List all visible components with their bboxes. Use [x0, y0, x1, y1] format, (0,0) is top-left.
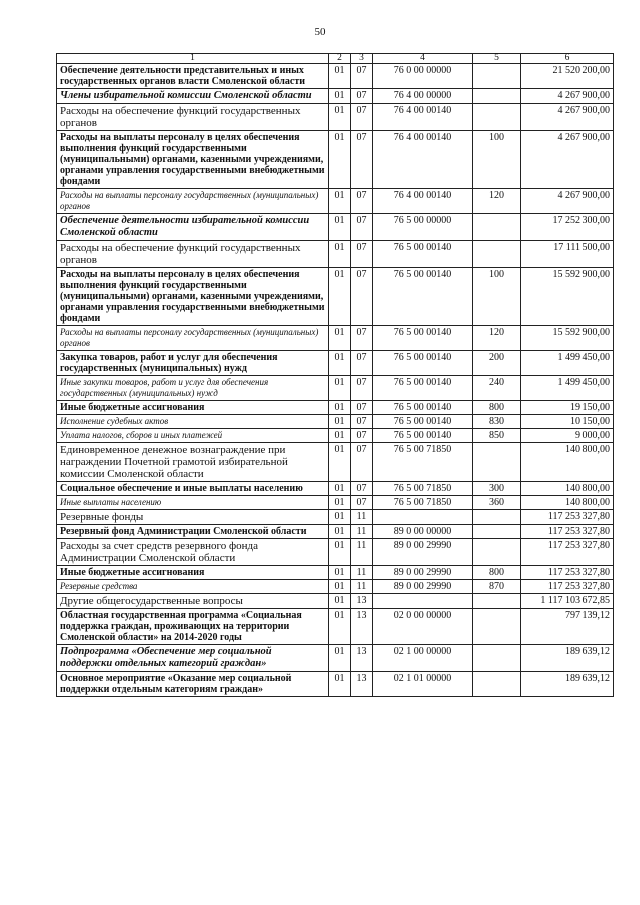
row-section-cell: 01 — [329, 268, 351, 326]
row-amount-cell: 140 800,00 — [521, 443, 614, 482]
row-expense-type-cell: 100 — [473, 268, 521, 326]
row-section-cell: 01 — [329, 351, 351, 376]
row-subsection-cell: 07 — [351, 496, 373, 510]
row-subsection-cell: 11 — [351, 539, 373, 566]
row-section-cell: 01 — [329, 443, 351, 482]
row-expense-type-cell: 800 — [473, 566, 521, 580]
row-target-code-cell: 89 0 00 29990 — [373, 566, 473, 580]
row-name-cell: Расходы на выплаты персоналу в целях обеспечения выполнения функций государственными (муниципальными) органами, казенными учреждениями, органами управления государственными внебюджетными фондами — [57, 131, 329, 189]
row-section-cell: 01 — [329, 415, 351, 429]
row-name-cell: Иные бюджетные ассигнования — [57, 566, 329, 580]
row-target-code-cell: 76 0 00 00000 — [373, 64, 473, 89]
row-target-code-cell: 76 5 00 00140 — [373, 241, 473, 268]
row-expense-type-cell: 360 — [473, 496, 521, 510]
row-target-code-cell: 02 0 00 00000 — [373, 609, 473, 645]
row-target-code-cell: 76 5 00 00140 — [373, 429, 473, 443]
table-row — [57, 241, 614, 268]
row-section-cell: 01 — [329, 104, 351, 131]
row-expense-type-cell — [473, 609, 521, 645]
row-name-cell: Областная государственная программа «Социальная поддержка граждан, проживающих на территории Смоленской области» на 2014-2020 годы — [57, 609, 329, 645]
column-header: 3 — [351, 54, 373, 64]
row-target-code-cell: 76 5 00 00140 — [373, 376, 473, 401]
column-header: 4 — [373, 54, 473, 64]
column-header: 6 — [521, 54, 614, 64]
row-expense-type-cell: 800 — [473, 401, 521, 415]
row-subsection-cell: 07 — [351, 326, 373, 351]
row-amount-cell: 1 117 103 672,85 — [521, 594, 614, 609]
table-row — [57, 443, 614, 482]
table-row — [57, 566, 614, 580]
row-subsection-cell: 07 — [351, 189, 373, 214]
table-row — [57, 609, 614, 645]
row-section-cell: 01 — [329, 609, 351, 645]
row-target-code-cell: 89 0 00 00000 — [373, 525, 473, 539]
table-row — [57, 104, 614, 131]
row-expense-type-cell — [473, 443, 521, 482]
row-amount-cell: 15 592 900,00 — [521, 326, 614, 351]
row-subsection-cell: 07 — [351, 104, 373, 131]
row-name-cell: Уплата налогов, сборов и иных платежей — [57, 429, 329, 443]
row-name-cell: Обеспечение деятельности представительных и иных государственных органов власти Смоленской области — [57, 64, 329, 89]
row-subsection-cell: 07 — [351, 429, 373, 443]
row-subsection-cell: 07 — [351, 241, 373, 268]
row-expense-type-cell — [473, 510, 521, 525]
table-row — [57, 496, 614, 510]
row-amount-cell: 140 800,00 — [521, 496, 614, 510]
table-body — [57, 54, 614, 697]
table-row — [57, 268, 614, 326]
row-name-cell: Иные бюджетные ассигнования — [57, 401, 329, 415]
row-target-code-cell: 76 4 00 00140 — [373, 189, 473, 214]
row-section-cell: 01 — [329, 539, 351, 566]
row-name-cell: Единовременное денежное вознаграждение при награждении Почетной грамотой избирательной комиссии Смоленской области — [57, 443, 329, 482]
row-expense-type-cell: 240 — [473, 376, 521, 401]
row-section-cell: 01 — [329, 64, 351, 89]
table-row — [57, 189, 614, 214]
row-name-cell: Социальное обеспечение и иные выплаты населению — [57, 482, 329, 496]
row-expense-type-cell — [473, 104, 521, 131]
row-expense-type-cell: 120 — [473, 326, 521, 351]
row-target-code-cell: 76 4 00 00140 — [373, 131, 473, 189]
row-subsection-cell: 07 — [351, 214, 373, 241]
row-section-cell: 01 — [329, 525, 351, 539]
row-section-cell: 01 — [329, 496, 351, 510]
row-subsection-cell: 13 — [351, 645, 373, 672]
row-section-cell: 01 — [329, 580, 351, 594]
row-expense-type-cell: 850 — [473, 429, 521, 443]
table-row — [57, 539, 614, 566]
table-row — [57, 525, 614, 539]
row-target-code-cell: 76 5 00 71850 — [373, 496, 473, 510]
row-name-cell: Резервные фонды — [57, 510, 329, 525]
row-amount-cell: 117 253 327,80 — [521, 510, 614, 525]
row-amount-cell: 117 253 327,80 — [521, 525, 614, 539]
row-amount-cell: 117 253 327,80 — [521, 580, 614, 594]
row-subsection-cell: 13 — [351, 594, 373, 609]
table-row — [57, 131, 614, 189]
row-subsection-cell: 07 — [351, 89, 373, 104]
row-section-cell: 01 — [329, 326, 351, 351]
table-row — [57, 672, 614, 697]
row-subsection-cell: 07 — [351, 131, 373, 189]
row-target-code-cell: 89 0 00 29990 — [373, 580, 473, 594]
row-section-cell: 01 — [329, 401, 351, 415]
row-amount-cell: 4 267 900,00 — [521, 89, 614, 104]
row-name-cell: Расходы на выплаты персоналу государственных (муниципальных) органов — [57, 189, 329, 214]
row-expense-type-cell — [473, 214, 521, 241]
row-name-cell: Основное мероприятие «Оказание мер социальной поддержки отдельным категориям граждан» — [57, 672, 329, 697]
row-section-cell: 01 — [329, 241, 351, 268]
row-subsection-cell: 11 — [351, 525, 373, 539]
row-name-cell: Расходы за счет средств резервного фонда Администрации Смоленской области — [57, 539, 329, 566]
row-amount-cell: 17 252 300,00 — [521, 214, 614, 241]
row-expense-type-cell — [473, 594, 521, 609]
row-amount-cell: 19 150,00 — [521, 401, 614, 415]
row-subsection-cell: 07 — [351, 415, 373, 429]
row-amount-cell: 1 499 450,00 — [521, 351, 614, 376]
row-target-code-cell: 76 5 00 00140 — [373, 268, 473, 326]
row-expense-type-cell: 830 — [473, 415, 521, 429]
row-expense-type-cell — [473, 539, 521, 566]
row-amount-cell: 17 111 500,00 — [521, 241, 614, 268]
table-row — [57, 351, 614, 376]
row-expense-type-cell: 200 — [473, 351, 521, 376]
row-expense-type-cell: 100 — [473, 131, 521, 189]
row-target-code-cell: 76 5 00 71850 — [373, 443, 473, 482]
row-subsection-cell: 07 — [351, 482, 373, 496]
row-amount-cell: 4 267 900,00 — [521, 131, 614, 189]
row-expense-type-cell — [473, 64, 521, 89]
column-header: 2 — [329, 54, 351, 64]
row-amount-cell: 117 253 327,80 — [521, 539, 614, 566]
row-subsection-cell: 11 — [351, 566, 373, 580]
row-section-cell: 01 — [329, 510, 351, 525]
row-amount-cell: 189 639,12 — [521, 672, 614, 697]
row-name-cell: Обеспечение деятельности избирательной комиссии Смоленской области — [57, 214, 329, 241]
table-row — [57, 510, 614, 525]
row-target-code-cell: 76 5 00 00140 — [373, 326, 473, 351]
row-subsection-cell: 11 — [351, 580, 373, 594]
row-expense-type-cell: 300 — [473, 482, 521, 496]
row-section-cell: 01 — [329, 376, 351, 401]
table-row — [57, 429, 614, 443]
row-section-cell: 01 — [329, 594, 351, 609]
table-row — [57, 326, 614, 351]
table-row — [57, 645, 614, 672]
row-section-cell: 01 — [329, 429, 351, 443]
table-row — [57, 64, 614, 89]
row-amount-cell: 4 267 900,00 — [521, 104, 614, 131]
table-row — [57, 89, 614, 104]
row-expense-type-cell — [473, 525, 521, 539]
row-name-cell: Исполнение судебных актов — [57, 415, 329, 429]
row-subsection-cell: 07 — [351, 268, 373, 326]
row-section-cell: 01 — [329, 645, 351, 672]
row-target-code-cell: 76 5 00 00140 — [373, 415, 473, 429]
row-name-cell: Расходы на выплаты персоналу в целях обеспечения выполнения функций государственными (муниципальными) органами, казенными учреждениями, органами управления государственными внебюджетными фондами — [57, 268, 329, 326]
row-name-cell: Резервный фонд Администрации Смоленской области — [57, 525, 329, 539]
column-header: 1 — [57, 54, 329, 64]
row-expense-type-cell: 120 — [473, 189, 521, 214]
row-section-cell: 01 — [329, 189, 351, 214]
row-subsection-cell: 07 — [351, 351, 373, 376]
row-amount-cell: 10 150,00 — [521, 415, 614, 429]
row-amount-cell: 1 499 450,00 — [521, 376, 614, 401]
row-subsection-cell: 07 — [351, 376, 373, 401]
row-amount-cell: 797 139,12 — [521, 609, 614, 645]
row-name-cell: Резервные средства — [57, 580, 329, 594]
row-target-code-cell: 76 5 00 00140 — [373, 351, 473, 376]
table-row — [57, 415, 614, 429]
row-amount-cell: 21 520 200,00 — [521, 64, 614, 89]
table-row — [57, 594, 614, 609]
row-name-cell: Расходы на обеспечение функций государственных органов — [57, 104, 329, 131]
row-amount-cell: 140 800,00 — [521, 482, 614, 496]
row-name-cell: Члены избирательной комиссии Смоленской области — [57, 89, 329, 104]
row-name-cell: Расходы на обеспечение функций государственных органов — [57, 241, 329, 268]
row-target-code-cell: 76 5 00 00000 — [373, 214, 473, 241]
row-subsection-cell: 07 — [351, 443, 373, 482]
row-section-cell: 01 — [329, 672, 351, 697]
table-header-row — [57, 54, 614, 64]
row-name-cell: Подпрограмма «Обеспечение мер социальной поддержки отдельных категорий граждан» — [57, 645, 329, 672]
table-row — [57, 214, 614, 241]
row-amount-cell: 15 592 900,00 — [521, 268, 614, 326]
table-row — [57, 401, 614, 415]
row-section-cell: 01 — [329, 89, 351, 104]
row-subsection-cell: 11 — [351, 510, 373, 525]
row-name-cell: Закупка товаров, работ и услуг для обеспечения государственных (муниципальных) нужд — [57, 351, 329, 376]
row-name-cell: Другие общегосударственные вопросы — [57, 594, 329, 609]
table-row — [57, 580, 614, 594]
row-target-code-cell: 76 4 00 00140 — [373, 104, 473, 131]
row-amount-cell: 9 000,00 — [521, 429, 614, 443]
row-target-code-cell: 76 5 00 00140 — [373, 401, 473, 415]
row-amount-cell: 189 639,12 — [521, 645, 614, 672]
table-row — [57, 482, 614, 496]
row-target-code-cell: 02 1 00 00000 — [373, 645, 473, 672]
table-row — [57, 376, 614, 401]
row-target-code-cell: 76 5 00 71850 — [373, 482, 473, 496]
row-expense-type-cell — [473, 241, 521, 268]
row-amount-cell: 4 267 900,00 — [521, 189, 614, 214]
row-section-cell: 01 — [329, 131, 351, 189]
row-subsection-cell: 07 — [351, 64, 373, 89]
row-name-cell: Расходы на выплаты персоналу государственных (муниципальных) органов — [57, 326, 329, 351]
page-number: 50 — [314, 26, 326, 38]
row-target-code-cell — [373, 594, 473, 609]
budget-table — [56, 53, 614, 697]
row-target-code-cell: 76 4 00 00000 — [373, 89, 473, 104]
row-subsection-cell: 13 — [351, 672, 373, 697]
row-section-cell: 01 — [329, 482, 351, 496]
row-expense-type-cell: 870 — [473, 580, 521, 594]
row-expense-type-cell — [473, 89, 521, 104]
row-expense-type-cell — [473, 672, 521, 697]
row-name-cell: Иные закупки товаров, работ и услуг для обеспечения государственных (муниципальных) нужд — [57, 376, 329, 401]
row-subsection-cell: 13 — [351, 609, 373, 645]
row-section-cell: 01 — [329, 566, 351, 580]
column-header: 5 — [473, 54, 521, 64]
row-target-code-cell: 02 1 01 00000 — [373, 672, 473, 697]
row-name-cell: Иные выплаты населению — [57, 496, 329, 510]
row-target-code-cell — [373, 510, 473, 525]
row-expense-type-cell — [473, 645, 521, 672]
row-amount-cell: 117 253 327,80 — [521, 566, 614, 580]
row-subsection-cell: 07 — [351, 401, 373, 415]
row-target-code-cell: 89 0 00 29990 — [373, 539, 473, 566]
row-section-cell: 01 — [329, 214, 351, 241]
